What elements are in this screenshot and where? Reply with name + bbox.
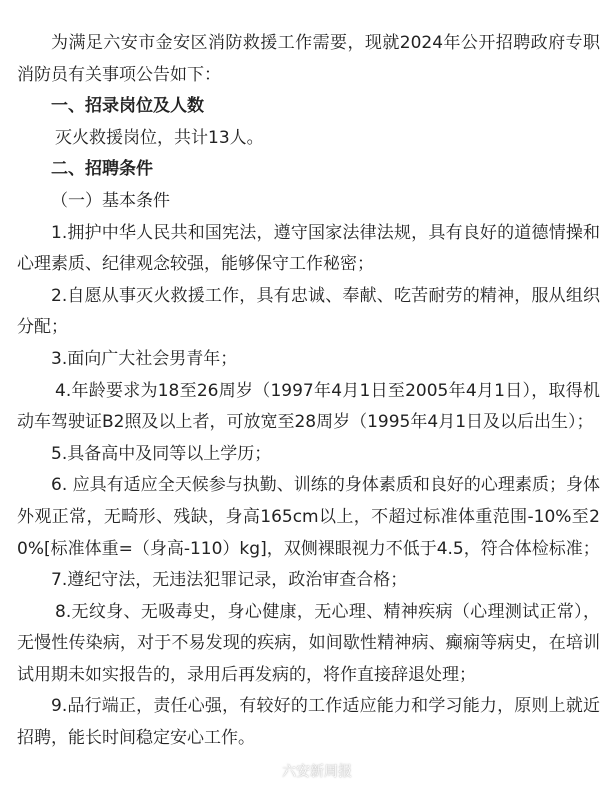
subsection-1-title: （一）基本条件 (51, 190, 170, 211)
condition-item-8: 8.无纹身、无吸毒史，身心健康，无心理、精神疾病（心理测试正常），无慢性传染病，对于不易发现的疾病，如间歇性精神病、癫痫等病史，在培训试用期未如实报告的，录用后再发病的，将作直接辞退处理； (17, 601, 600, 685)
condition-item-9: 9.品行端正，责任心强，有较好的工作适应能力和学习能力，原则上就近招聘，能长时间稳定安心工作。 (17, 696, 600, 749)
condition-item-4: 4.年龄要求为18至26周岁（1997年4月1日至2005年4月1日），取得机动车驾驶证B2照及以上者，可放宽至28周岁（1995年4月1日及以后出生）； (17, 380, 600, 433)
section-1-title: 一、招录岗位及人数 (51, 96, 204, 117)
watermark (255, 760, 352, 782)
announcement-document (17, 28, 600, 755)
section-2-title: 二、招聘条件 (51, 159, 153, 180)
condition-item-7: 7.遵纪守法，无违法犯罪记录，政治审查合格； (51, 570, 408, 591)
section-1-body: 灭火救援岗位，共计13人。 (55, 127, 264, 148)
condition-item-6: 6. 应具有适应全天候参与执勤、训练的身体素质和良好的心理素质；身体外观正常，无畸形、残缺，身高165cm以上，不超过标准体重范围-10%至20%[标准体重=（身高-110）kg]，双侧裸眼视力不低于4.5，符合体检标准； (17, 475, 600, 559)
intro-paragraph: 为满足六安市金安区消防救援工作需要，现就2024年公开招聘政府专职消防员有关事项公告如下： (17, 33, 600, 85)
condition-item-2: 2.自愿从事灭火救援工作，具有忠诚、奉献、吃苦耐劳的精神，服从组织分配； (17, 285, 600, 338)
condition-item-1: 1.拥护中华人民共和国宪法，遵守国家法律法规，具有良好的道德情操和心理素质、纪律观念较强，能够保守工作秘密； (17, 222, 600, 275)
watermark-text: 六安新周报 (282, 764, 352, 780)
condition-item-3: 3.面向广大社会男青年； (51, 348, 238, 369)
condition-item-5: 5.具备高中及同等以上学历； (51, 443, 272, 464)
weibo-icon (255, 762, 277, 780)
